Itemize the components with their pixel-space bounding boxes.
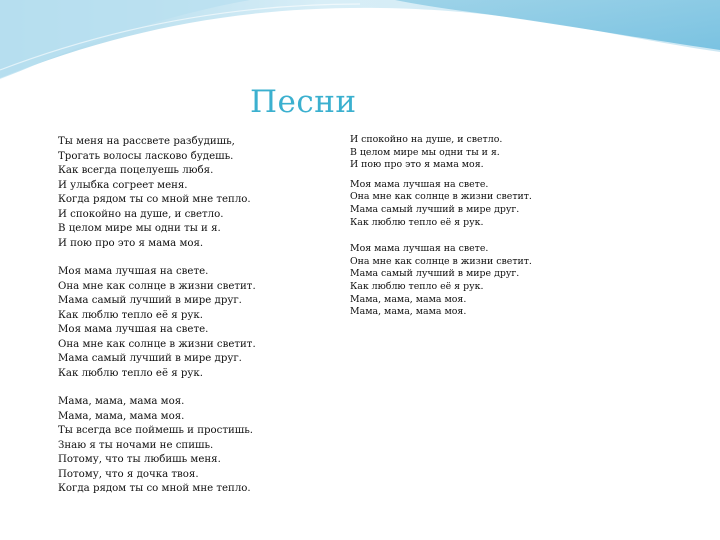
lyric-line: Мама самый лучший в мире друг. bbox=[58, 353, 242, 364]
lyric-line: Мама, мама, мама моя. bbox=[350, 306, 467, 318]
lyrics-left-column bbox=[58, 135, 348, 511]
lyric-line: Как люблю тепло её я рук. bbox=[350, 280, 484, 292]
lyric-line: Знаю я ты ночами не спишь. bbox=[58, 439, 214, 451]
lyric-line: Мама, мама, мама моя. bbox=[58, 410, 185, 422]
lyric-line: И спокойно на душе, и светло. bbox=[350, 134, 503, 145]
stanza bbox=[350, 243, 680, 319]
lyrics-right-column bbox=[350, 134, 680, 333]
lyric-line: И пою про это я мама моя. bbox=[350, 159, 484, 171]
lyric-line: И спокойно на душе, и светло. bbox=[58, 208, 224, 220]
lyric-line: И пою про это я мама моя. bbox=[58, 237, 204, 249]
lyric-line: Она мне как солнце в жизни светит. bbox=[58, 280, 256, 292]
lyric-line: Потому, что ты любишь меня. bbox=[58, 454, 221, 465]
lyric-line: Мама самый лучший в мире друг. bbox=[350, 268, 520, 280]
lyric-line: Когда рядом ты со мной мне тепло. bbox=[58, 194, 251, 205]
lyric-line: Ты всегда все поймешь и простишь. bbox=[58, 425, 254, 436]
lyric-line: Моя мама лучшая на свете. bbox=[58, 266, 209, 277]
stanza bbox=[350, 134, 680, 172]
stanza bbox=[350, 179, 680, 229]
lyric-line: Трогать волосы ласково будешь. bbox=[58, 150, 234, 162]
lyric-line: Как всегда поцелуешь любя. bbox=[58, 165, 214, 176]
header-wave-decoration bbox=[0, 0, 720, 110]
stanza bbox=[58, 135, 348, 251]
lyric-line: Моя мама лучшая на свете. bbox=[350, 243, 489, 255]
lyric-line: Она мне как солнце в жизни светит. bbox=[350, 191, 532, 203]
lyric-line: Моя мама лучшая на свете. bbox=[350, 178, 489, 190]
stanza bbox=[58, 265, 348, 381]
lyric-line: Как люблю тепло её я рук. bbox=[58, 309, 203, 321]
lyric-line: Как люблю тепло её я рук. bbox=[350, 216, 484, 228]
lyric-line: Она мне как солнце в жизни светит. bbox=[350, 255, 532, 267]
lyric-line: Мама, мама, мама моя. bbox=[58, 396, 185, 407]
lyric-line: Потому, что я дочка твоя. bbox=[58, 468, 199, 480]
lyric-line: Мама самый лучший в мире друг. bbox=[350, 203, 520, 215]
lyric-line: Мама самый лучший в мире друг. bbox=[58, 295, 242, 306]
lyric-line: В целом мире мы одни ты и я. bbox=[58, 223, 221, 234]
lyric-line: Она мне как солнце в жизни светит. bbox=[58, 338, 256, 350]
slide-title: Песни bbox=[250, 84, 357, 120]
lyric-line: Мама, мама, мама моя. bbox=[350, 293, 467, 305]
lyric-line: Когда рядом ты со мной мне тепло. bbox=[58, 483, 251, 494]
lyric-line: Ты меня на рассвете разбудишь, bbox=[58, 136, 235, 147]
lyric-line: В целом мире мы одни ты и я. bbox=[350, 146, 500, 158]
lyric-line: Моя мама лучшая на свете. bbox=[58, 324, 209, 335]
lyric-line: И улыбка согреет меня. bbox=[58, 179, 188, 191]
lyric-line: Как люблю тепло её я рук. bbox=[58, 367, 203, 379]
stanza bbox=[58, 395, 348, 497]
